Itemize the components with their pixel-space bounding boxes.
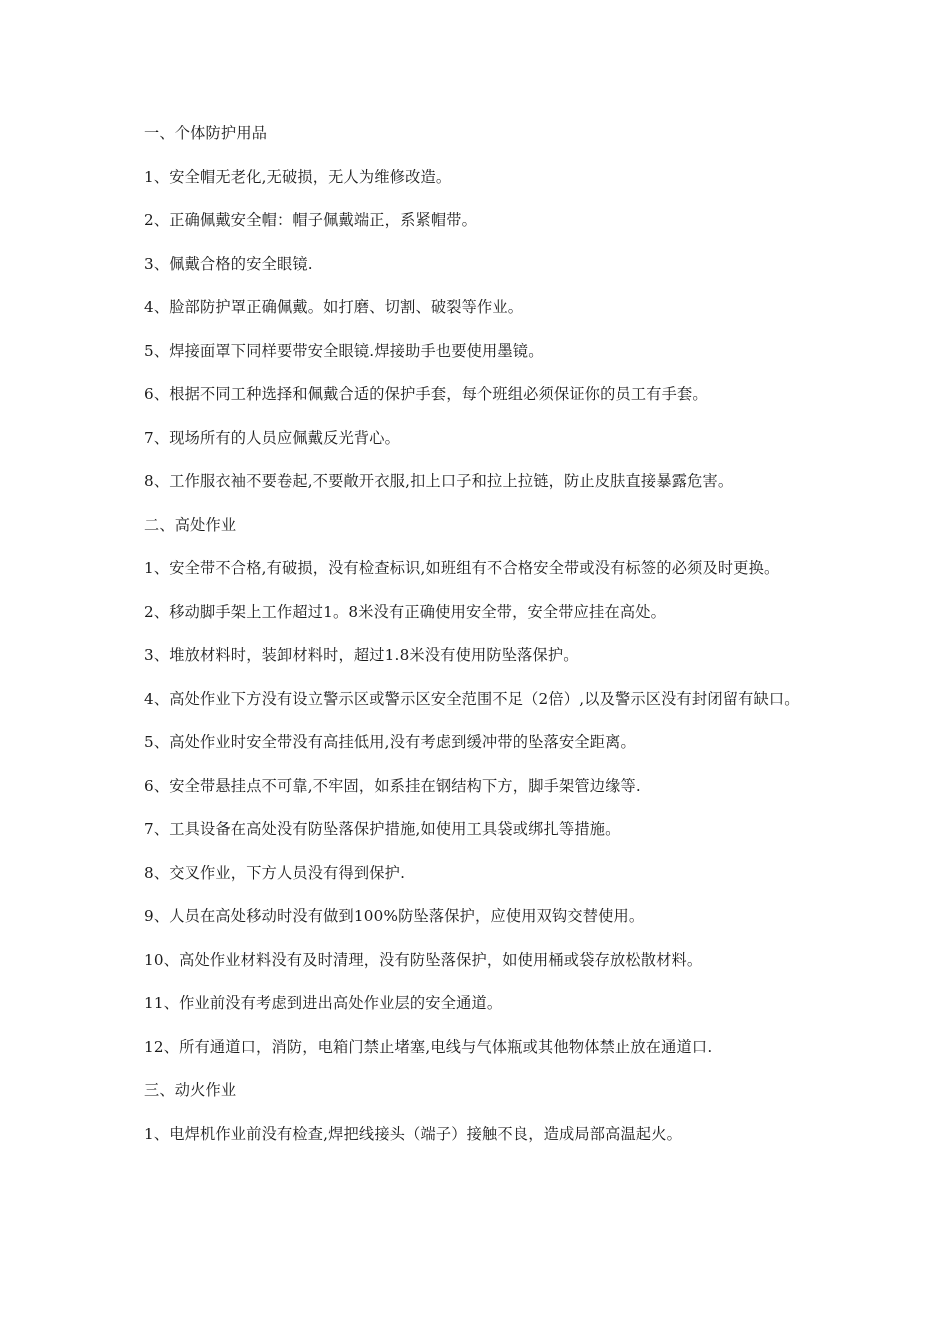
list-item: 8、工作服衣袖不要卷起,不要敞开衣服,扣上口子和拉上拉链，防止皮肤直接暴露危害。: [144, 472, 734, 490]
document-body: [144, 121, 810, 1165]
list-item: 4、脸部防护罩正确佩戴。如打磨、切割、破裂等作业。: [144, 298, 524, 316]
list-item: 6、安全带悬挂点不可靠,不牢固，如系挂在钢结构下方，脚手架管边缘等.: [144, 776, 641, 795]
list-item: 7、现场所有的人员应佩戴反光背心。: [144, 428, 401, 447]
list-item: 4、高处作业下方没有设立警示区或警示区安全范围不足（2倍）,以及警示区没有封闭留有缺口。: [144, 689, 800, 708]
section-heading: 三、动火作业: [144, 1081, 237, 1099]
list-item: 3、佩戴合格的安全眼镜.: [144, 254, 313, 273]
list-item: 10、高处作业材料没有及时清理，没有防坠落保护，如使用桶或袋存放松散材料。: [144, 950, 703, 969]
list-item: 2、正确佩戴安全帽：帽子佩戴端正，系紧帽带。: [144, 211, 478, 229]
list-item: 8、交叉作业，下方人员没有得到保护.: [144, 863, 406, 882]
list-item: 11、作业前没有考虑到进出高处作业层的安全通道。: [144, 994, 503, 1012]
list-item: 1、安全带不合格,有破损，没有检查标识,如班组有不合格安全带或没有标签的必须及时更换。: [144, 559, 780, 577]
list-item: 12、所有通道口，消防，电箱门禁止堵塞,电线与气体瓶或其他物体禁止放在通道口.: [144, 1037, 713, 1056]
section-heading: 二、高处作业: [144, 515, 237, 534]
list-item: 9、人员在高处移动时没有做到100%防坠落保护，应使用双钩交替使用。: [144, 907, 645, 925]
list-item: 5、高处作业时安全带没有高挂低用,没有考虑到缓冲带的坠落安全距离。: [144, 733, 636, 751]
list-item: 5、焊接面罩下同样要带安全眼镜.焊接助手也要使用墨镜。: [144, 341, 544, 360]
list-item: 1、安全帽无老化,无破损，无人为维修改造。: [144, 167, 452, 186]
list-item: 6、根据不同工种选择和佩戴合适的保护手套，每个班组必须保证你的员工有手套。: [144, 385, 708, 403]
list-item: 1、电焊机作业前没有检查,焊把线接头（端子）接触不良，造成局部高温起火。: [144, 1124, 683, 1143]
list-item: 3、堆放材料时，装卸材料时，超过1.8米没有使用防坠落保护。: [144, 646, 579, 664]
section-heading: 一、个体防护用品: [144, 124, 268, 142]
list-item: 2、移动脚手架上工作超过1。8米没有正确使用安全带，安全带应挂在高处。: [144, 602, 666, 621]
list-item: 7、工具设备在高处没有防坠落保护措施,如使用工具袋或绑扎等措施。: [144, 820, 621, 838]
